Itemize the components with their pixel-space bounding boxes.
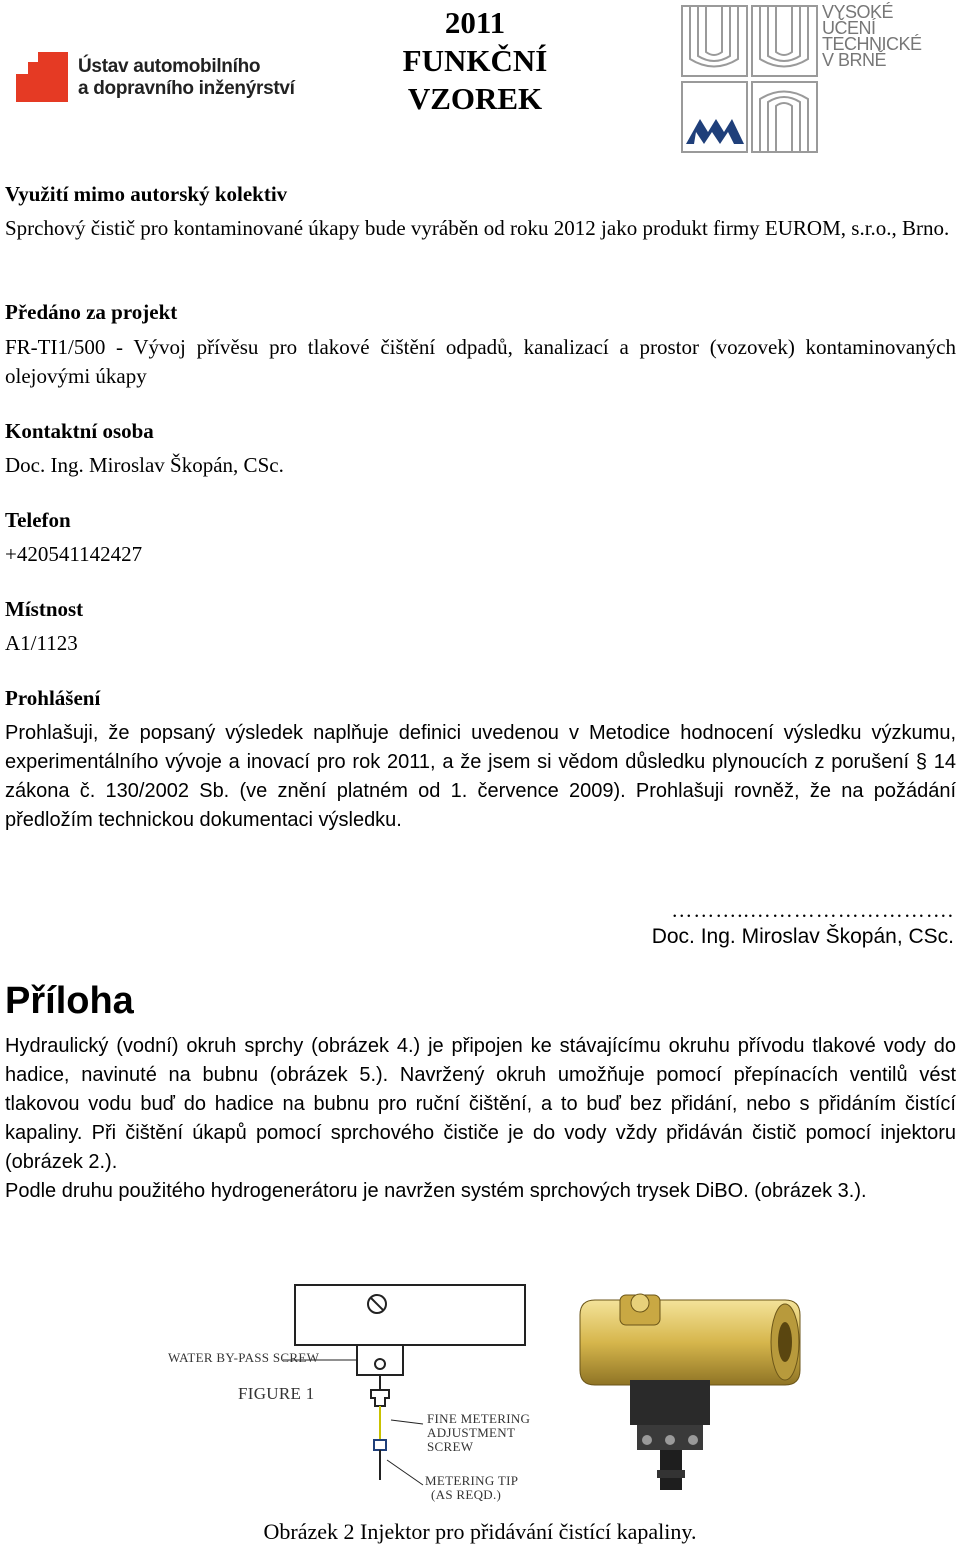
contact-heading: Kontaktní osoba — [5, 419, 154, 443]
title-year: 2011 — [444, 5, 506, 40]
phone-text: +420541142427 — [5, 542, 143, 566]
injector-photo-svg — [575, 1275, 805, 1500]
label-as-reqd: (AS REQD.) — [431, 1487, 502, 1502]
label-metering-tip: METERING TIP — [425, 1473, 519, 1488]
university-logo — [680, 4, 930, 154]
label-fine-metering-3: SCREW — [427, 1439, 474, 1454]
injector-photo — [575, 1275, 805, 1500]
title-line3: VZOREK — [407, 81, 543, 116]
institute-logo — [16, 52, 306, 104]
injector-drawing — [165, 1280, 535, 1505]
room-text: A1/1123 — [5, 631, 78, 655]
declaration-heading: Prohlášení — [5, 686, 101, 710]
appendix-paragraph-2: Podle druhu použitého hydrogenerátoru je navržen systém sprchových trysek DiBO. (obrázek 3.). — [5, 1180, 867, 1202]
project-text: FR-TI1/500 - Vývoj přívěsu pro tlakové čištění odpadů, kanalizací a prostor (vozovek) kontaminovaných olejovými úkapy — [5, 335, 956, 388]
usage-heading: Využití mimo autorský kolektiv — [5, 182, 288, 206]
signature-line: ………..………………………. — [671, 898, 954, 922]
figure-caption: Obrázek 2 Injektor pro přidávání čistící kapaliny. — [263, 1519, 697, 1544]
appendix-heading: Příloha — [5, 980, 134, 1022]
institute-name-line1: Ústav automobilního — [78, 56, 261, 77]
label-fine-metering-2: ADJUSTMENT — [427, 1425, 516, 1440]
university-logo-mark — [680, 4, 822, 154]
institute-logo-mark — [16, 52, 68, 102]
label-bypass-screw: WATER BY-PASS SCREW — [168, 1350, 320, 1365]
project-heading: Předáno za projekt — [5, 300, 178, 324]
signature-name: Doc. Ing. Miroslav Škopán, CSc. — [651, 925, 954, 948]
contact-text: Doc. Ing. Miroslav Škopán, CSc. — [5, 453, 284, 477]
document-title — [380, 4, 570, 118]
university-line3: TECHNICKÉ — [822, 34, 922, 54]
university-line2: UČENÍ — [822, 18, 876, 38]
usage-text: Sprchový čistič pro kontaminované úkapy bude vyráběn od roku 2012 jako produkt firmy EUROM, s.r.o., Brno. — [5, 216, 950, 240]
institute-name-line2: a dopravního inženýrství — [78, 78, 295, 99]
university-line1: VYSOKÉ — [822, 2, 894, 22]
label-fine-metering-1: FINE METERING — [427, 1411, 531, 1426]
appendix-paragraph-1: Hydraulický (vodní) okruh sprchy (obrázek 4.) je připojen ke stávajícímu okruhu přívodu tlakové vody do hadice, navinuté na bubnu (obrázek 5.). Navržený okruh umožňuje pomocí přepínacích ventilů vést tlakovou vodu buď do hadice na bubnu pro ruční čištění, a to buď bez přidání, nebo s přidáním čistící kapaliny. Při čištění úkapů pomocí sprchového čističe je do vody vždy přidáván čistič pomocí injektoru (obrázek 2.). — [5, 1035, 956, 1173]
room-heading: Místnost — [5, 597, 84, 621]
phone-heading: Telefon — [5, 508, 71, 532]
title-line2: FUNKČNÍ — [402, 43, 548, 78]
label-figure-1: FIGURE 1 — [238, 1384, 315, 1403]
injector-drawing-svg — [165, 1280, 535, 1505]
declaration-text: Prohlašuji, že popsaný výsledek naplňuje definici uvedenou v Metodice hodnocení výsledku výzkumu, experimentálního vývoje a inovací pro rok 2011, a že jsem si vědom důsledku plynoucích z porušení § 14 zákona č. 130/2002 Sb. (ve znění platném od 1. července 2009). Prohlašuji rovněž, že na požádání předložím technickou dokumentaci výsledku. — [5, 722, 956, 831]
university-line4: V BRNĚ — [822, 50, 887, 70]
